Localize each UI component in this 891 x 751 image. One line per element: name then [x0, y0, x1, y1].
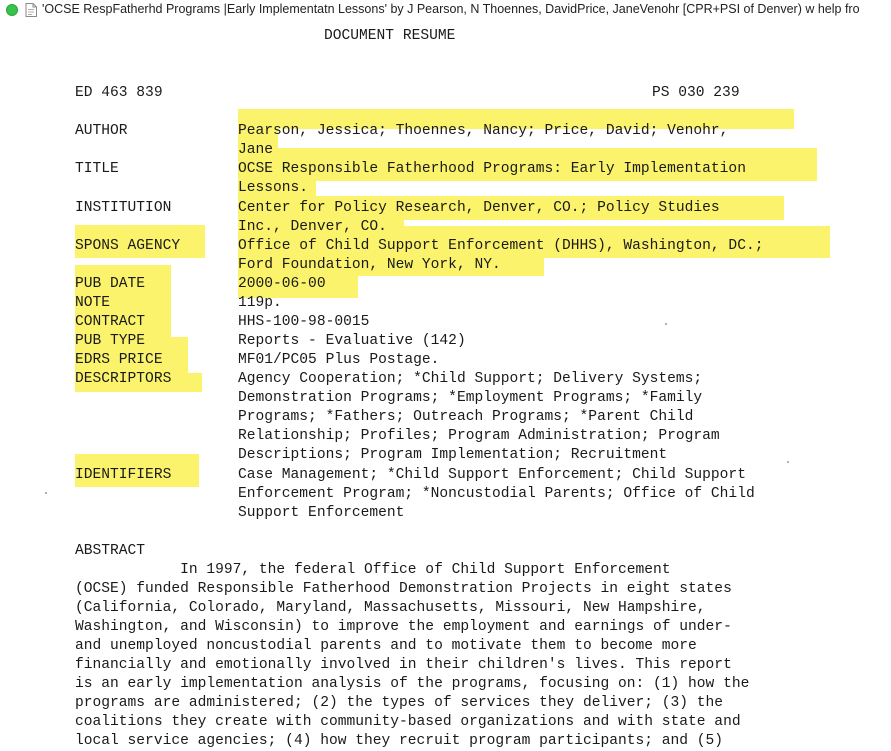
descriptors-line: Programs; *Fathers; Outreach Programs; *Parent Child [238, 409, 694, 425]
window-status-dot-icon[interactable] [6, 4, 18, 16]
window-title: 'OCSE RespFatherhd Programs |Early Implementatn Lessons' by J Pearson, N Thoennes, DavidPrice, JaneVenohr [CPR+PSI of Denver) w help fro [42, 2, 860, 16]
pub-type-value: Reports - Evaluative (142) [238, 333, 466, 349]
identifiers-label: IDENTIFIERS [75, 467, 172, 483]
abstract-line: programs are administered; (2) the types of services they deliver; (3) the [75, 695, 724, 711]
identifiers-line: Case Management; *Child Support Enforcement; Child Support [238, 467, 746, 483]
spons-agency-value-line2: Ford Foundation, New York, NY. [238, 257, 501, 273]
descriptors-label: DESCRIPTORS [75, 371, 172, 387]
author-label: AUTHOR [75, 123, 128, 139]
ed-number: ED 463 839 [75, 85, 163, 101]
window-title-bar [0, 0, 891, 20]
abstract-line: In 1997, the federal Office of Child Support Enforcement [75, 562, 671, 578]
document-icon [25, 3, 37, 17]
title-label: TITLE [75, 161, 119, 177]
abstract-line: coalitions they create with community-based organizations and with state and [75, 714, 741, 730]
contract-label: CONTRACT [75, 314, 146, 330]
institution-value-line1: Center for Policy Research, Denver, CO.; Policy Studies [238, 200, 720, 216]
descriptors-line: Descriptions; Program Implementation; Recruitment [238, 447, 668, 463]
scan-speck [45, 492, 47, 494]
spons-agency-value-line1: Office of Child Support Enforcement (DHHS), Washington, DC.; [238, 238, 764, 254]
note-value: 119p. [238, 295, 282, 311]
author-value-line2: Jane [238, 142, 274, 158]
abstract-line: is an early implementation analysis of the programs, focusing on: (1) how the [75, 676, 750, 692]
scan-speck [665, 323, 667, 325]
descriptors-line: Relationship; Profiles; Program Administration; Program [238, 428, 720, 444]
abstract-line: and unemployed noncustodial parents and to motivate them to become more [75, 638, 697, 654]
document-page [0, 20, 891, 751]
institution-value-line2: Inc., Denver, CO. [238, 219, 387, 235]
edrs-price-label: EDRS PRICE [75, 352, 163, 368]
abstract-line: local service agencies; (4) how they recruit program participants; and (5) [75, 733, 724, 749]
identifiers-line: Support Enforcement [238, 505, 405, 521]
identifiers-line: Enforcement Program; *Noncustodial Parents; Office of Child [238, 486, 755, 502]
edrs-price-value: MF01/PC05 Plus Postage. [238, 352, 440, 368]
title-value-line2: Lessons. [238, 180, 309, 196]
pub-date-value: 2000-06-00 [238, 276, 326, 292]
ps-number: PS 030 239 [652, 85, 740, 101]
abstract-line: (OCSE) funded Responsible Fatherhood Demonstration Projects in eight states [75, 581, 732, 597]
contract-value: HHS-100-98-0015 [238, 314, 370, 330]
institution-label: INSTITUTION [75, 200, 172, 216]
note-label: NOTE [75, 295, 111, 311]
abstract-line: Washington, and Wisconsin) to improve the employment and earnings of under- [75, 619, 732, 635]
title-value-line1: OCSE Responsible Fatherhood Programs: Early Implementation [238, 161, 746, 177]
abstract-line: (California, Colorado, Maryland, Massachusetts, Missouri, New Hampshire, [75, 600, 706, 616]
descriptors-line: Demonstration Programs; *Employment Programs; *Family [238, 390, 703, 406]
pub-date-label: PUB DATE [75, 276, 146, 292]
abstract-line: financially and emotionally involved in their children's lives. This report [75, 657, 732, 673]
pub-type-label: PUB TYPE [75, 333, 146, 349]
descriptors-line: Agency Cooperation; *Child Support; Delivery Systems; [238, 371, 703, 387]
page-heading: DOCUMENT RESUME [324, 28, 456, 44]
abstract-label: ABSTRACT [75, 543, 146, 559]
spons-agency-label: SPONS AGENCY [75, 238, 181, 254]
author-value-line1: Pearson, Jessica; Thoennes, Nancy; Price, David; Venohr, [238, 123, 729, 139]
scan-speck [787, 461, 789, 463]
